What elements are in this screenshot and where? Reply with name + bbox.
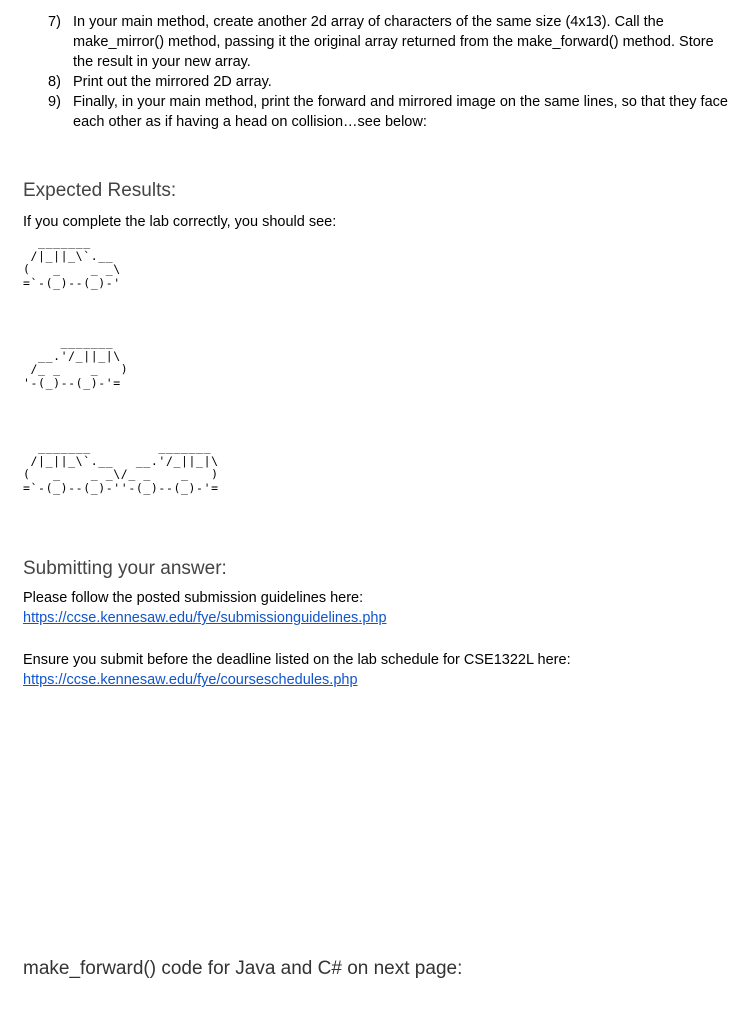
mirror-car-art: _______ __.'/_||_|\ /_ _ _ ) '-(_)--(_)-'= xyxy=(23,335,129,390)
instruction-item-7 xyxy=(48,12,728,72)
deadline-text: Ensure you submit before the deadline listed on the lab schedule for CSE1322L here: xyxy=(23,652,571,668)
guidelines-link[interactable]: https://ccse.kennesaw.edu/fye/submissionguidelines.php xyxy=(23,610,387,626)
guidelines-text: Please follow the posted submission guidelines here: xyxy=(23,590,364,606)
forward-car-art: _______ /|_||_\`.__ ( _ _ _\ =`-(_)--(_)-' xyxy=(23,235,121,290)
instruction-number: 9) xyxy=(48,94,61,110)
instruction-text: Finally, in your main method, print the forward and mirrored image on the same lines, so that they face each other as if having a head on collision…see below: xyxy=(73,94,728,130)
deadline-link[interactable]: https://ccse.kennesaw.edu/fye/courseschedules.php xyxy=(23,672,358,688)
instruction-list xyxy=(48,12,728,132)
instruction-text: In your main method, create another 2d array of characters of the same size (4x13). Call the make_mirror() method, passing it the original array returned from the make_forward() method. Store the result in your new array. xyxy=(73,14,714,70)
instruction-number: 8) xyxy=(48,74,61,90)
expected-intro: If you complete the lab correctly, you should see: xyxy=(23,214,337,230)
instruction-number: 7) xyxy=(48,14,61,30)
instruction-item-9 xyxy=(48,92,728,132)
instruction-text: Print out the mirrored 2D array. xyxy=(73,74,272,90)
expected-results-heading: Expected Results: xyxy=(23,180,177,201)
collision-art: _______ _______ /|_||_\`.__ __.'/_||_|\ ( _ _ _\/_ _ _ ) =`-(_)--(_)-''-(_)--(_)-'= xyxy=(23,440,219,495)
next-page-note: make_forward() code for Java and C# on next page: xyxy=(23,958,463,979)
instruction-item-8 xyxy=(48,72,728,92)
submitting-heading: Submitting your answer: xyxy=(23,558,227,579)
